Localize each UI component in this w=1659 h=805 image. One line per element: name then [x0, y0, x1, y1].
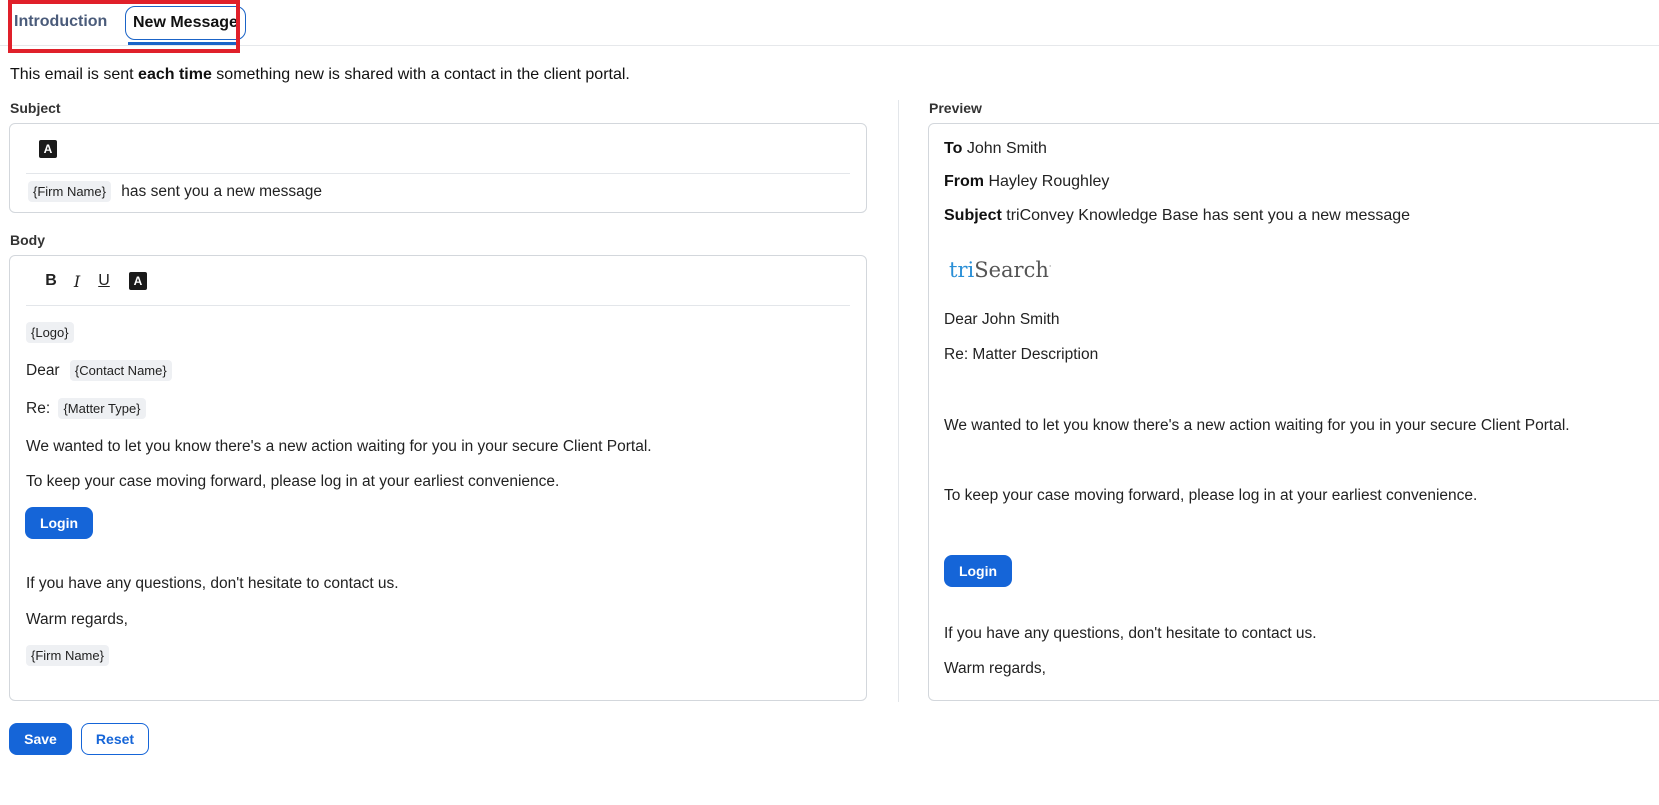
- to-label: To: [944, 140, 963, 157]
- dear-text: Dear: [26, 362, 60, 379]
- dear-line: [26, 360, 172, 381]
- body-editor[interactable]: [9, 255, 867, 701]
- body-line-2: To keep your case moving forward, please log in at your earliest convenience.: [26, 473, 560, 490]
- body-line-1: We wanted to let you know there's a new action waiting for you in your secure Client Portal.: [26, 438, 652, 455]
- preview-label: Preview: [929, 100, 982, 116]
- preview-to: [944, 140, 1047, 158]
- intro-prefix: This email is sent: [10, 66, 139, 83]
- preview-panel: [928, 123, 1659, 701]
- preview-dear: Dear John Smith: [944, 311, 1060, 328]
- preview-line-1: We wanted to let you know there's a new action waiting for you in your secure Client Portal.: [944, 417, 1570, 434]
- firm-name-chip: {Firm Name}: [28, 181, 111, 202]
- firm-line: [26, 645, 109, 666]
- text-color-icon[interactable]: A: [39, 140, 57, 158]
- save-button[interactable]: Save: [9, 723, 72, 755]
- subject-toolbar: [26, 124, 850, 174]
- trisearch-logo: triSearch·: [949, 258, 1052, 282]
- preview-subject: [944, 207, 1410, 225]
- logo-chip: {Logo}: [26, 322, 74, 343]
- preview-from: [944, 173, 1109, 191]
- re-line: [26, 398, 146, 419]
- highlight-annotation: [8, 0, 240, 53]
- tab-introduction[interactable]: Introduction: [14, 13, 108, 30]
- to-value: John Smith: [966, 140, 1047, 157]
- subject-label-preview: Subject: [944, 207, 1002, 224]
- intro-description: [10, 66, 630, 84]
- tab-bar: [0, 0, 1659, 46]
- intro-bold: each time: [138, 66, 212, 83]
- tab-new-message[interactable]: New Message: [125, 6, 246, 40]
- subject-editor[interactable]: [9, 123, 867, 213]
- matter-type-chip: {Matter Type}: [58, 398, 145, 419]
- from-value: Hayley Roughley: [988, 173, 1110, 190]
- preview-regards: Warm regards,: [944, 660, 1046, 677]
- body-label: Body: [10, 232, 45, 248]
- intro-suffix: something new is shared with a contact in the client portal.: [211, 66, 630, 83]
- subject-text: has sent you a new message: [121, 183, 323, 200]
- logo-line: [26, 322, 74, 343]
- preview-login-button[interactable]: Login: [944, 555, 1012, 587]
- from-label: From: [944, 173, 984, 190]
- italic-icon[interactable]: I: [73, 271, 81, 291]
- regards-text: Warm regards,: [26, 611, 128, 628]
- subject-content[interactable]: [28, 181, 322, 202]
- logo-tri: tri: [949, 258, 975, 282]
- subject-label: Subject: [10, 100, 61, 116]
- preview-re: Re: Matter Description: [944, 346, 1099, 363]
- body-line-3: If you have any questions, don't hesitate to contact us.: [26, 575, 399, 592]
- underline-icon[interactable]: U: [98, 272, 110, 289]
- bold-icon[interactable]: B: [45, 272, 57, 289]
- column-divider: [898, 100, 899, 702]
- body-login-button[interactable]: Login: [25, 507, 93, 539]
- subject-value: triConvey Knowledge Base has sent you a new message: [1006, 207, 1411, 224]
- firm-name-chip: {Firm Name}: [26, 645, 109, 666]
- text-color-icon[interactable]: A: [129, 272, 147, 290]
- reset-button[interactable]: Reset: [81, 723, 149, 755]
- preview-line-3: If you have any questions, don't hesitate to contact us.: [944, 625, 1317, 642]
- body-toolbar: [26, 256, 850, 306]
- logo-rest: Search: [974, 258, 1049, 282]
- re-text: Re:: [26, 400, 51, 417]
- contact-name-chip: {Contact Name}: [70, 360, 172, 381]
- preview-line-2: To keep your case moving forward, please log in at your earliest convenience.: [944, 487, 1478, 504]
